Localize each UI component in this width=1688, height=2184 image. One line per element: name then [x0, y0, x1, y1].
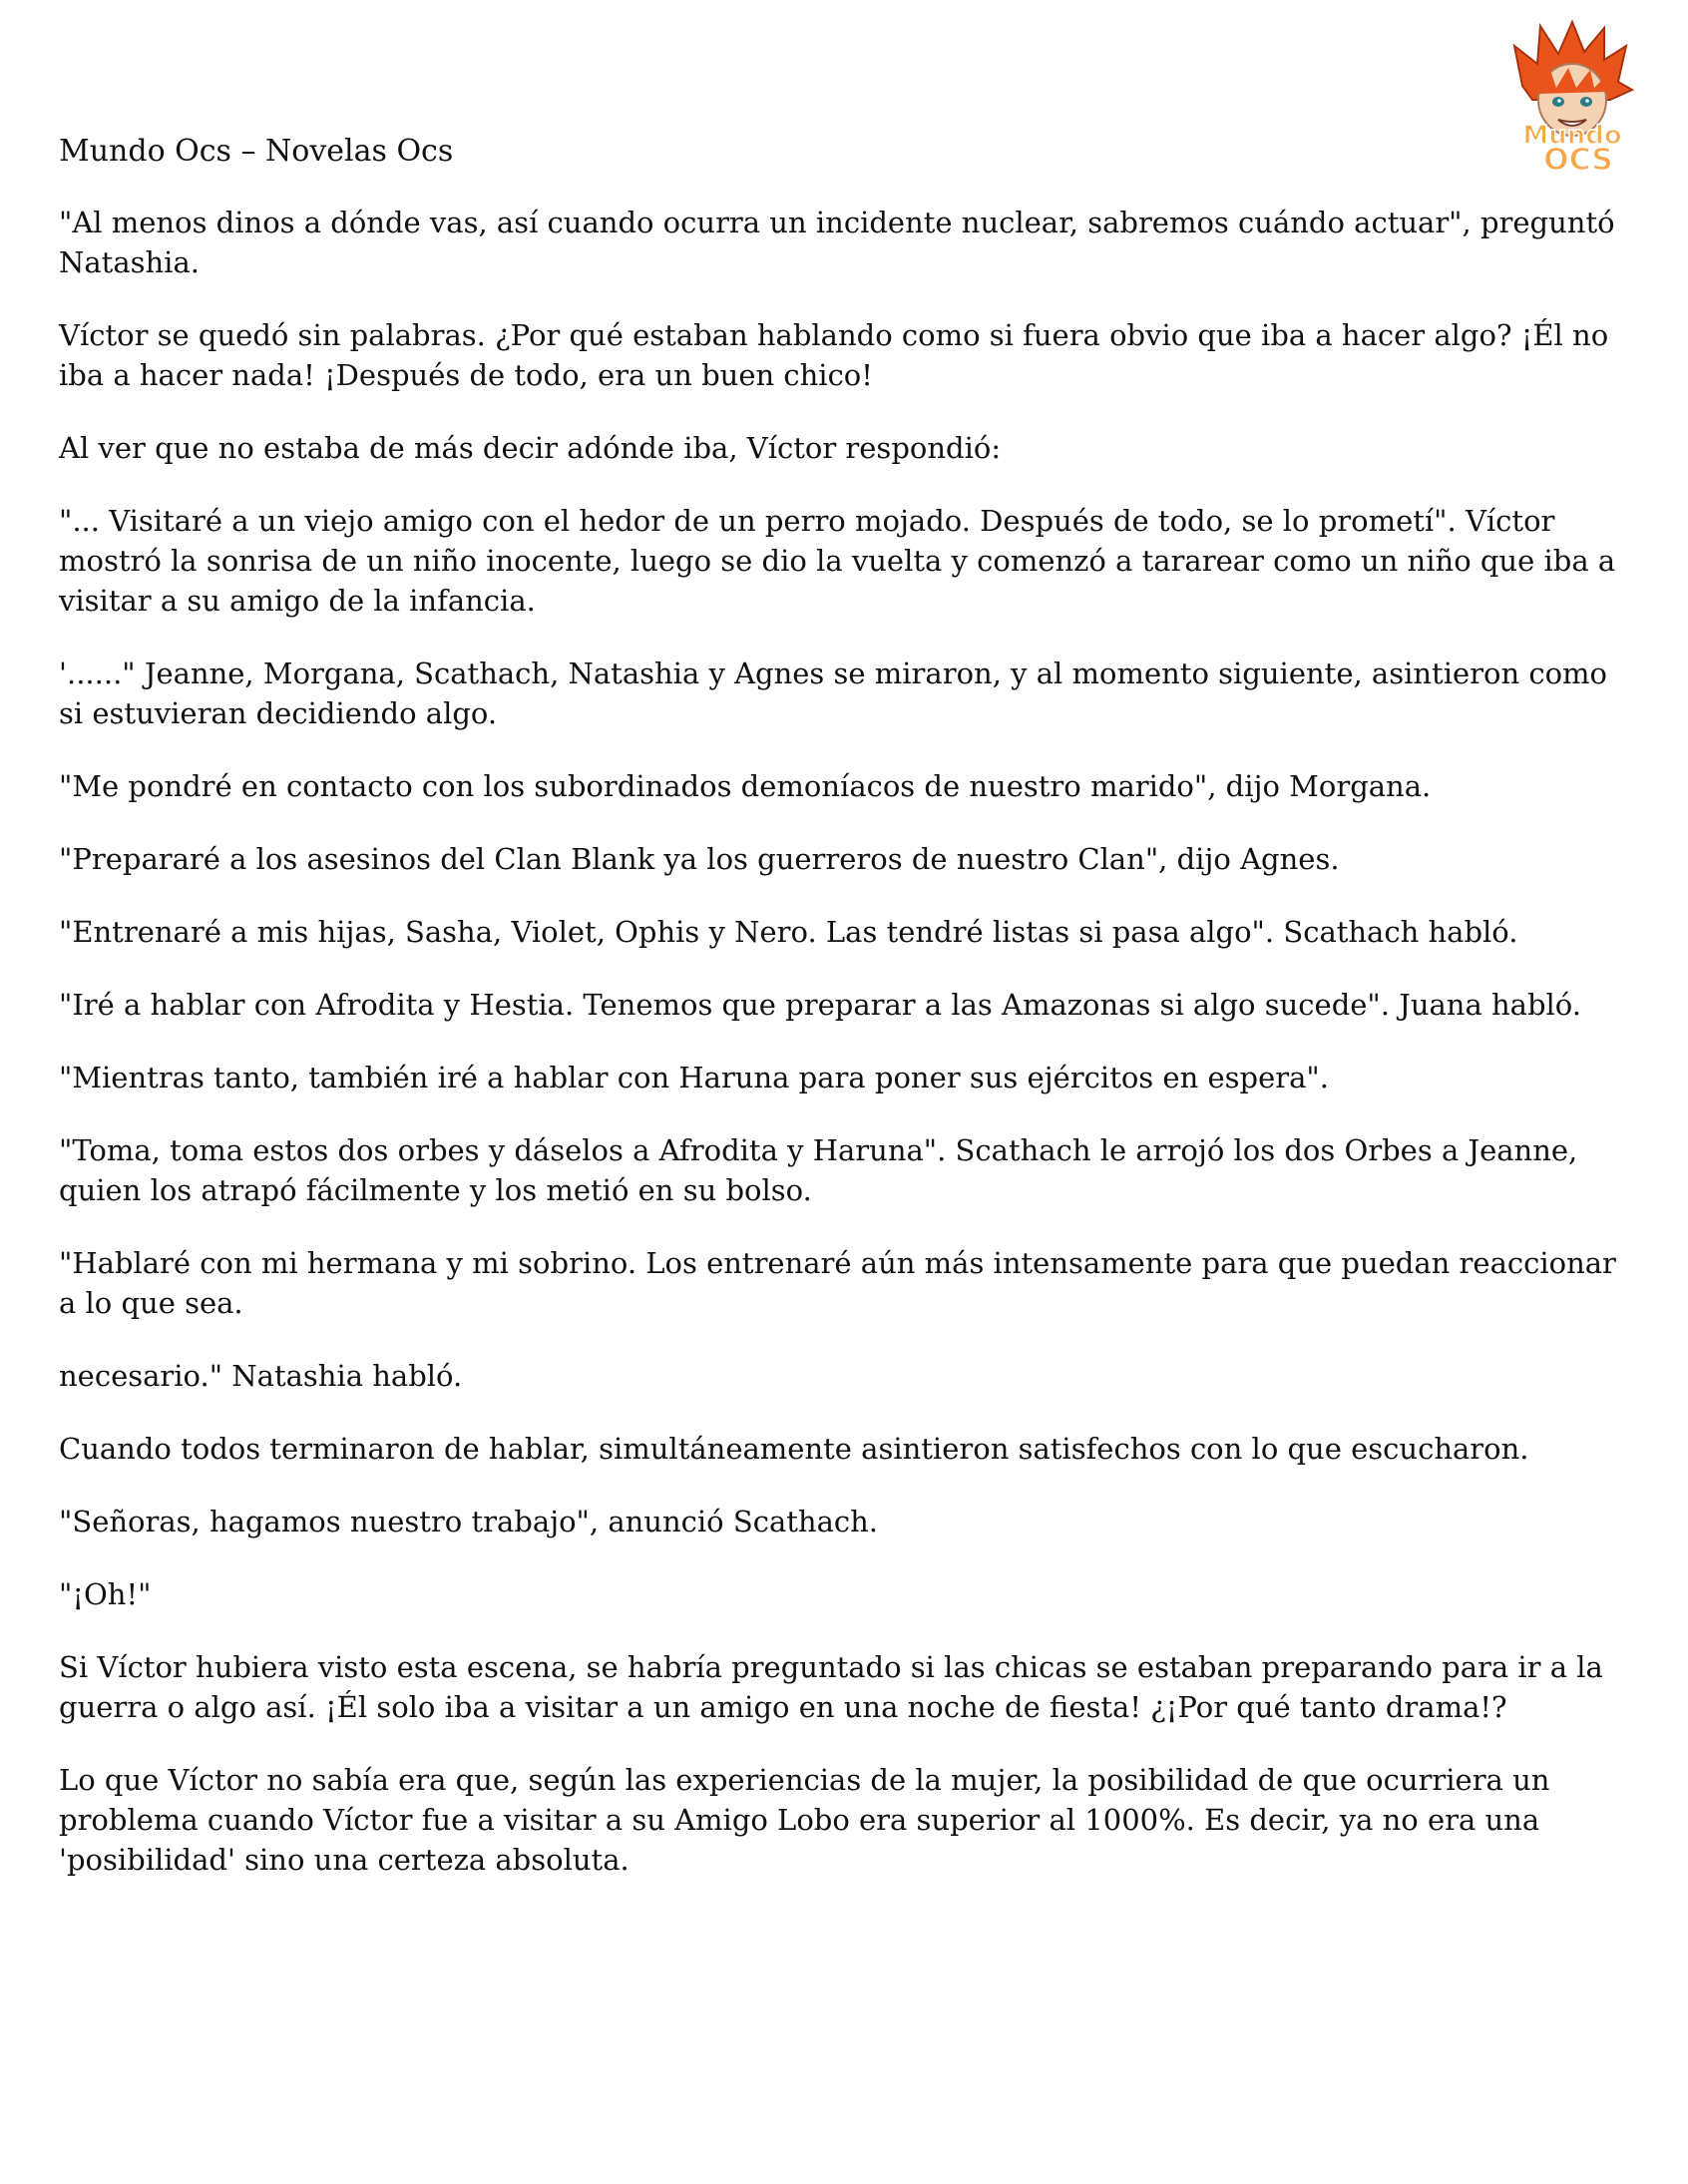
paragraph: "¡Oh!"	[59, 1577, 152, 1611]
paragraph: "Entrenaré a mis hijas, Sasha, Violet, Ophis y Nero. Las tendré listas si pasa algo". Scathach habló.	[59, 915, 1518, 949]
paragraph: "Al menos dinos a dónde vas, así cuando ocurra un incidente nuclear, sabremos cuándo actuar", preguntó Natashia.	[59, 206, 1615, 279]
paragraph: "Mientras tanto, también iré a hablar con Haruna para poner sus ejércitos en espera".	[59, 1061, 1329, 1094]
logo-text-line2: OCS	[1543, 143, 1613, 176]
paragraph: "Toma, toma estos dos orbes y dáselos a Afrodita y Haruna". Scathach le arrojó los dos Orbes a Jeanne, quien los atrapó fácilmente y los metió en su bolso.	[59, 1133, 1578, 1207]
paragraph: Cuando todos terminaron de hablar, simultáneamente asintieron satisfechos con lo que escucharon.	[59, 1432, 1529, 1466]
paragraph: necesario." Natashia habló.	[59, 1359, 463, 1393]
paragraph: "Prepararé a los asesinos del Clan Blank ya los guerreros de nuestro Clan", dijo Agnes.	[59, 842, 1340, 876]
paragraph: Lo que Víctor no sabía era que, según las experiencias de la mujer, la posibilidad de que ocurriera un problema cuando Víctor fue a visitar a su Amigo Lobo era superior al 1000%. Es decir, ya no era una 'posibilidad' sino una certeza absoluta.	[59, 1763, 1550, 1877]
mundo-ocs-logo-icon	[1492, 16, 1652, 176]
paragraph: "Señoras, hagamos nuestro trabajo", anunció Scathach.	[59, 1505, 879, 1538]
page-header: Mundo Ocs – Novelas Ocs	[59, 134, 454, 169]
paragraph: "... Visitaré a un viejo amigo con el hedor de un perro mojado. Después de todo, se lo prometí". Víctor mostró la sonrisa de un niño inocente, luego se dio la vuelta y comenzó a tararear como un niño que iba a visitar a su amigo de la infancia.	[59, 504, 1616, 618]
logo-text-line1: Mundo	[1522, 121, 1622, 151]
document-body	[59, 203, 1635, 1913]
paragraph: Víctor se quedó sin palabras. ¿Por qué estaban hablando como si fuera obvio que iba a hacer algo? ¡Él no iba a hacer nada! ¡Después de todo, era un buen chico!	[59, 318, 1609, 392]
paragraph: "Me pondré en contacto con los subordinados demoníacos de nuestro marido", dijo Morgana.	[59, 769, 1432, 803]
paragraph: "Hablaré con mi hermana y mi sobrino. Los entrenaré aún más intensamente para que puedan reaccionar a lo que sea.	[59, 1246, 1616, 1320]
paragraph: Si Víctor hubiera visto esta escena, se habría preguntado si las chicas se estaban preparando para ir a la guerra o algo así. ¡Él solo iba a visitar a un amigo en una noche de fiesta! ¿¡Por qué tanto drama!?	[59, 1650, 1603, 1724]
paragraph: '......" Jeanne, Morgana, Scathach, Natashia y Agnes se miraron, y al momento siguiente, asintieron como si estuvieran decidiendo algo.	[59, 656, 1608, 730]
paragraph: "Iré a hablar con Afrodita y Hestia. Tenemos que preparar a las Amazonas si algo sucede". Juana habló.	[59, 988, 1581, 1022]
paragraph: Al ver que no estaba de más decir adónde iba, Víctor respondió:	[59, 431, 1002, 465]
